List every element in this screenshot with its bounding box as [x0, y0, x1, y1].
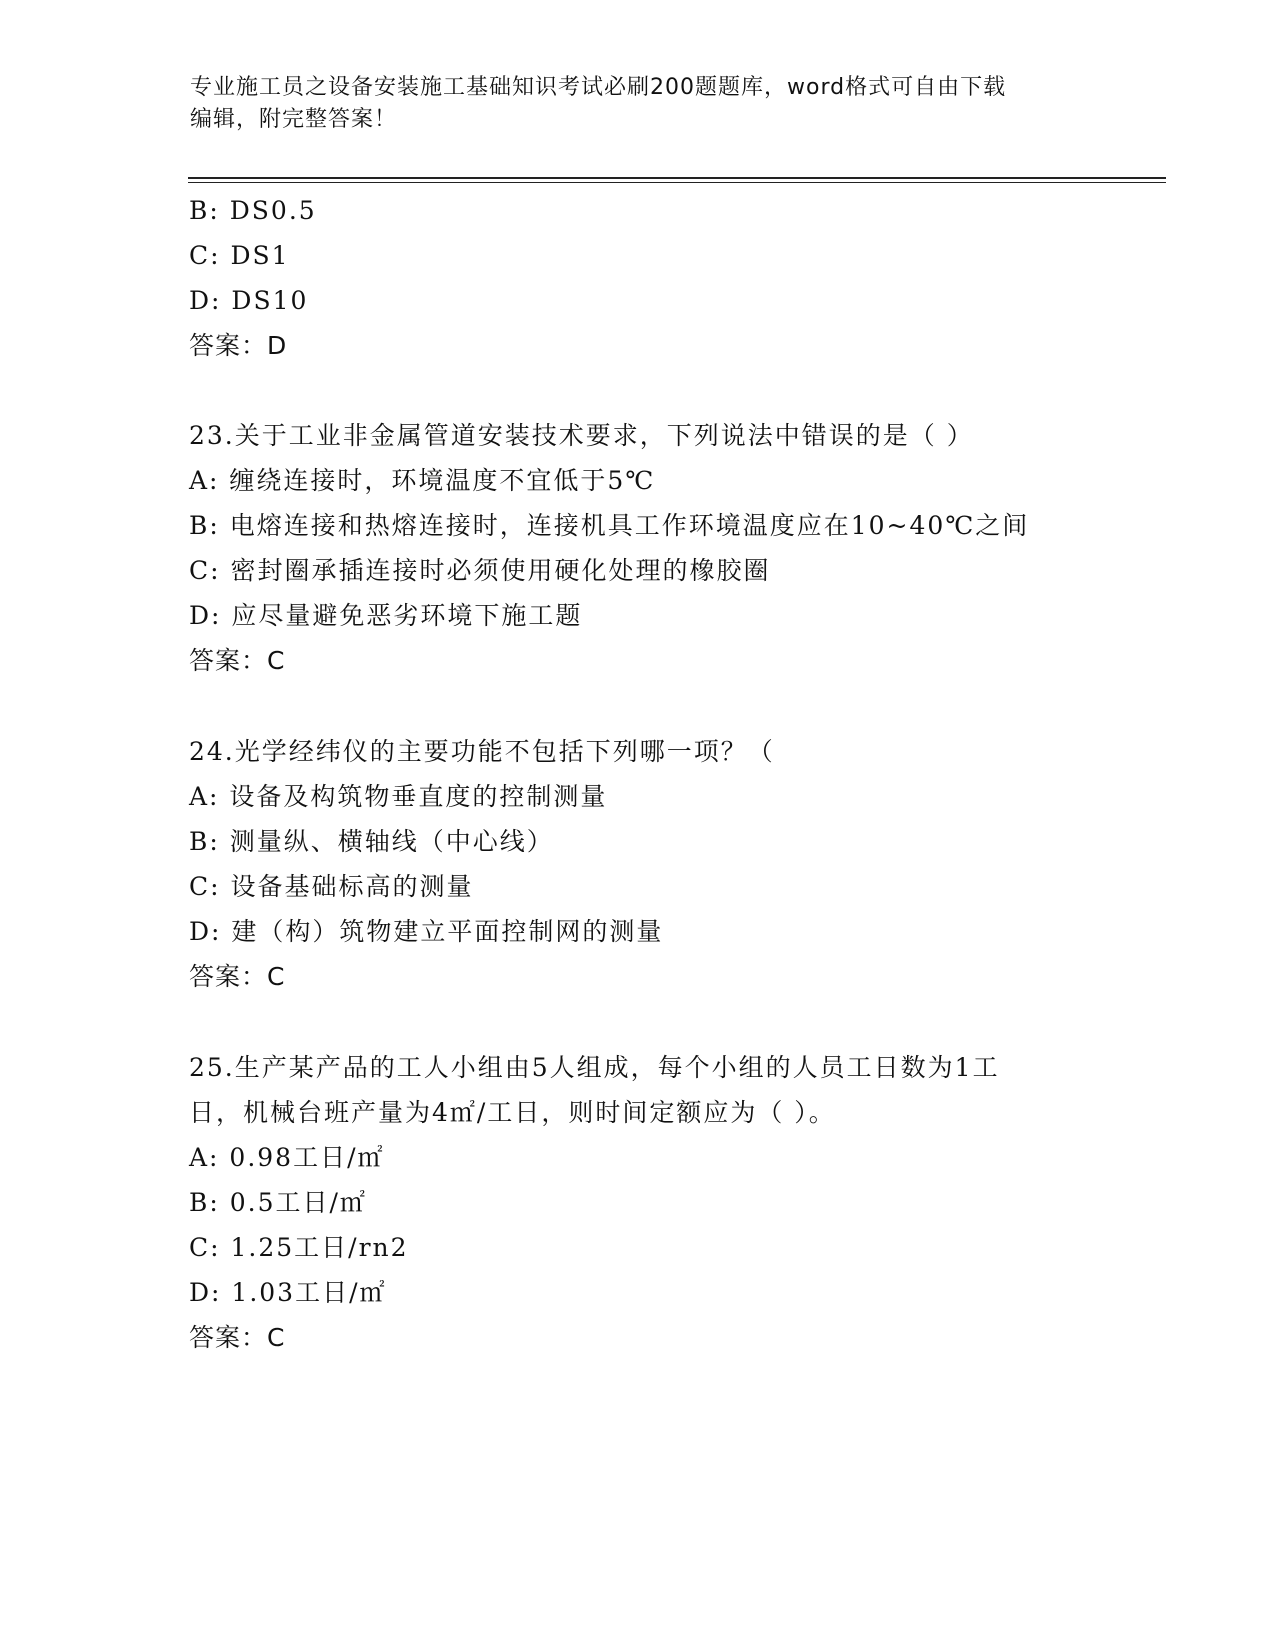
q25-option-d: D: 1.03工日/㎡	[189, 1278, 387, 1307]
q23-option-c: C: 密封圈承插连接时必须使用硬化处理的橡胶圈	[189, 556, 771, 585]
header-divider-bottom	[188, 182, 1166, 183]
document-header	[190, 72, 1090, 136]
q23-answer: 答案：C	[189, 646, 286, 675]
q23-option-d: D: 应尽量避免恶劣环境下施工题	[189, 601, 583, 630]
header-title-line1: 专业施工员之设备安装施工基础知识考试必刷200题题库，word格式可自由下载	[190, 75, 1007, 100]
q24-option-d: D: 建（构）筑物建立平面控制网的测量	[189, 917, 664, 946]
q24-option-b: B: 测量纵、横轴线（中心线）	[189, 827, 554, 856]
q24-question: 24.光学经纬仪的主要功能不包括下列哪一项？（	[189, 737, 775, 766]
q25-option-b: B: 0.5工日/㎡	[189, 1188, 367, 1217]
q25-question-line2: 日，机械台班产量为4㎡/工日，则时间定额应为（ ）。	[189, 1098, 836, 1127]
q23-option-a: A: 缠绕连接时，环境温度不宜低于5℃	[189, 466, 656, 495]
q22-option-c: C: DS1	[189, 241, 290, 270]
q23-question: 23.关于工业非金属管道安装技术要求，下列说法中错误的是（ ）	[189, 421, 974, 450]
q25-answer: 答案：C	[189, 1323, 286, 1352]
q22-option-b: B: DS0.5	[189, 196, 317, 225]
header-divider-top	[188, 177, 1166, 179]
q22-option-d: D: DS10	[189, 286, 309, 315]
q24-option-a: A: 设备及构筑物垂直度的控制测量	[189, 782, 608, 811]
q23-option-b: B: 电熔连接和热熔连接时，连接机具工作环境温度应在10~40℃之间	[189, 511, 1030, 540]
q24-answer: 答案：C	[189, 962, 286, 991]
q25-option-a: A: 0.98工日/㎡	[189, 1143, 385, 1172]
q24-option-c: C: 设备基础标高的测量	[189, 872, 474, 901]
header-title-line2: 编辑，附完整答案！	[190, 107, 398, 132]
q22-answer: 答案：D	[189, 331, 288, 360]
q25-option-c: C: 1.25工日/rn2	[189, 1233, 409, 1262]
q25-question-line1: 25.生产某产品的工人小组由5人组成，每个小组的人员工日数为1工	[189, 1053, 1000, 1082]
